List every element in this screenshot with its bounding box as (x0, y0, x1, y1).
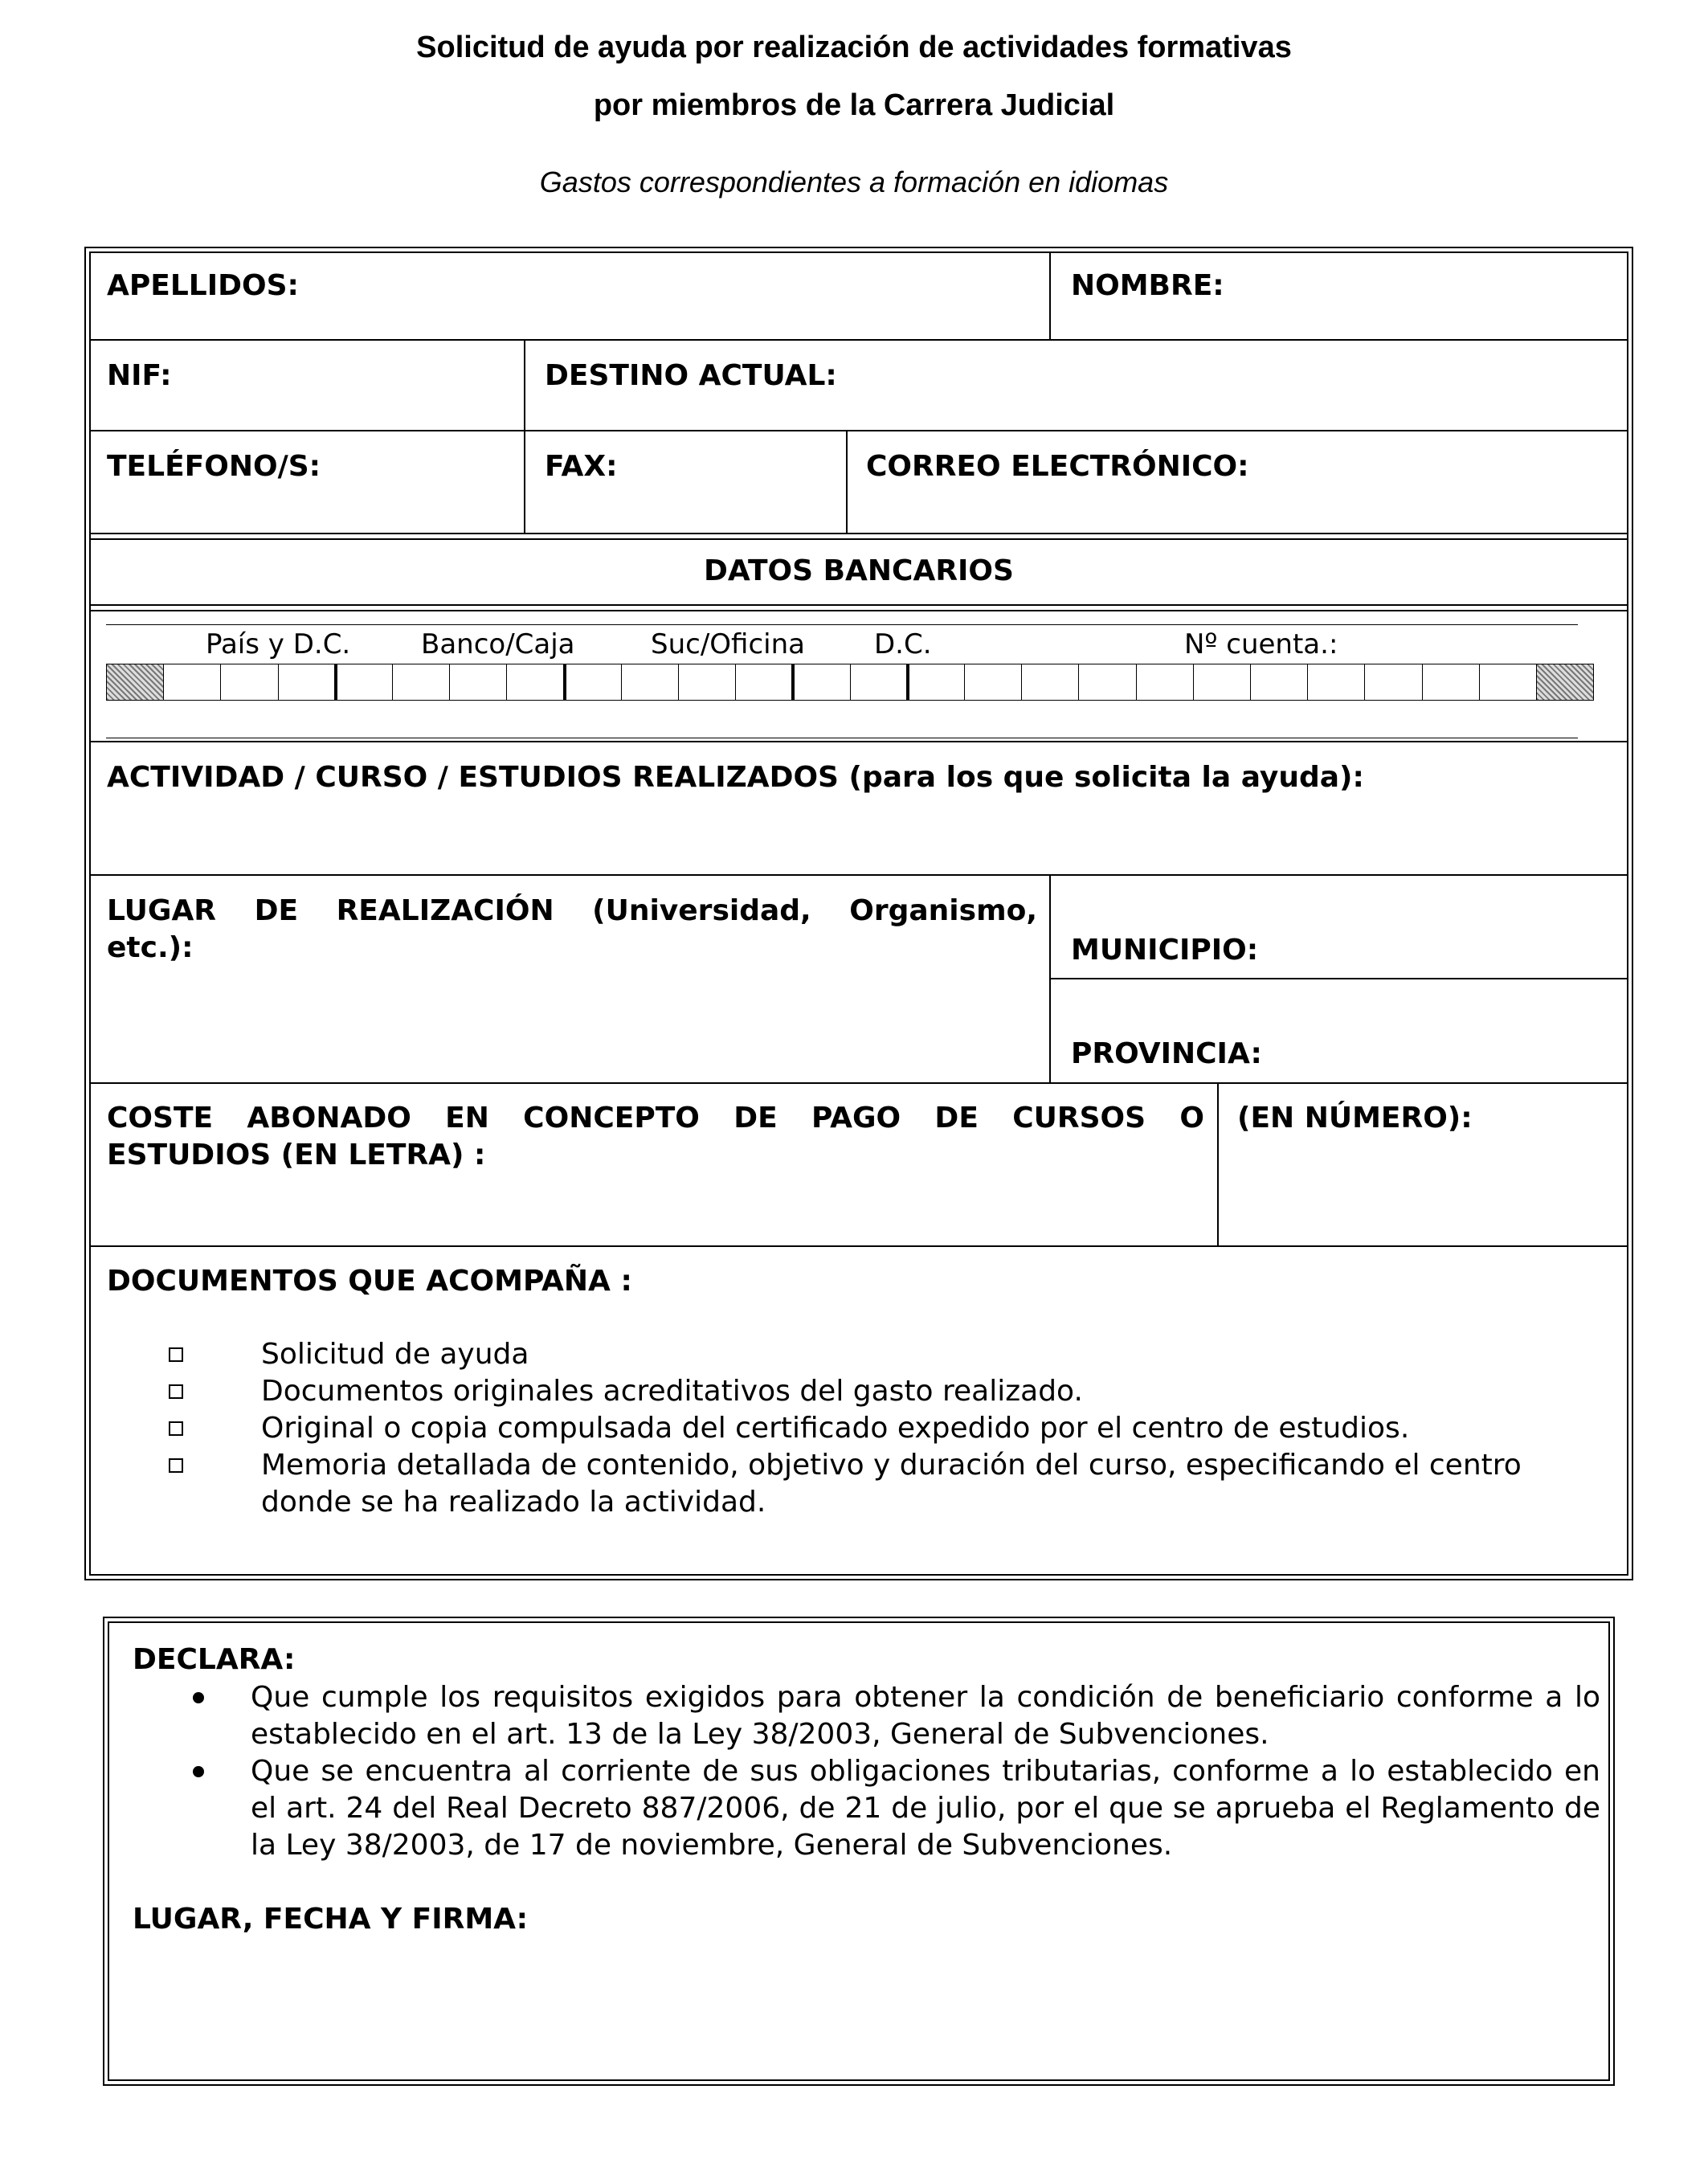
destino-actual-label: DESTINO ACTUAL: (545, 359, 837, 392)
bank-digit-box[interactable] (621, 664, 679, 701)
checkbox-certificado[interactable] (169, 1421, 183, 1436)
bank-digit-box[interactable] (792, 664, 850, 701)
bank-digit-box[interactable] (449, 664, 507, 701)
bank-digit-box[interactable] (1250, 664, 1308, 701)
row-divider (89, 339, 1628, 341)
bank-group-divider (563, 664, 566, 701)
municipio-label: MUNICIPIO: (1071, 934, 1259, 967)
bank-digit-box[interactable] (678, 664, 736, 701)
declara-title: DECLARA: (133, 1643, 296, 1676)
banco-caja-label: Banco/Caja (421, 628, 575, 660)
bank-digit-box[interactable] (1364, 664, 1422, 701)
column-divider (1049, 874, 1051, 1082)
bank-group-divider (906, 664, 909, 701)
row-divider (89, 1082, 1628, 1084)
bank-digit-box[interactable] (564, 664, 622, 701)
documento-item: Documentos originales acreditativos del gasto realizado. (261, 1375, 1083, 1408)
documento-item: Memoria detallada de contenido, objetivo y duración del curso, especificando el centro (261, 1449, 1522, 1482)
bank-digit-box[interactable] (1536, 664, 1594, 701)
row-divider (89, 1245, 1628, 1247)
column-divider (1217, 1082, 1219, 1245)
checkbox-solicitud[interactable] (169, 1347, 183, 1362)
provincia-label: PROVINCIA: (1071, 1037, 1262, 1070)
checkbox-originales[interactable] (169, 1384, 183, 1399)
dc-label: D.C. (874, 628, 932, 660)
row-divider (89, 610, 1628, 611)
documento-item: Solicitud de ayuda (261, 1338, 529, 1371)
form-subtitle: Gastos correspondientes a formación en idiomas (539, 166, 1169, 198)
bank-digit-box[interactable] (506, 664, 564, 701)
telefono-label: TELÉFONO/S: (107, 450, 321, 483)
form-title-line-2: por miembros de la Carrera Judicial (593, 88, 1115, 122)
correo-electronico-label: CORREO ELECTRÓNICO: (866, 450, 1249, 483)
documento-item: Original o copia compulsada del certificado expedido por el centro de estudios. (261, 1412, 1410, 1445)
lugar-realizacion-label: LUGAR DE REALIZACIÓN (Universidad, Organismo, (107, 894, 1037, 927)
nif-label: NIF: (107, 359, 172, 392)
row-divider (89, 741, 1628, 742)
bank-digit-box[interactable] (335, 664, 393, 701)
bank-digit-box[interactable] (850, 664, 908, 701)
numero-cuenta-label: Nº cuenta.: (1184, 628, 1338, 660)
checkbox-memoria[interactable] (169, 1458, 183, 1473)
row-divider (89, 604, 1628, 606)
form-title-line-1: Solicitud de ayuda por realización de actividades formativas (416, 31, 1292, 64)
row-divider (89, 538, 1628, 540)
column-divider (524, 339, 525, 533)
bank-digit-box[interactable] (1479, 664, 1537, 701)
bank-digit-box[interactable] (1078, 664, 1136, 701)
bullet (193, 1692, 204, 1703)
bank-header-line (106, 624, 1578, 625)
row-divider (89, 430, 1628, 431)
coste-en-numero-label: (EN NÚMERO): (1237, 1102, 1473, 1135)
row-divider (89, 874, 1628, 876)
column-divider (846, 430, 848, 533)
bank-group-divider (334, 664, 337, 701)
declaration-item: Que se encuentra al corriente de sus obligaciones tributarias, conforme a lo establecido en el art. 24 del Real Decreto 887/2006, de 21 de julio, por el que se aprueba el Reglamento de la Ley 38/2003, de 17 de noviembre, General de Subvenciones. (251, 1755, 1600, 1862)
apellidos-label: APELLIDOS: (107, 269, 299, 302)
row-divider (1049, 978, 1628, 979)
bank-digit-box[interactable] (907, 664, 965, 701)
bank-digit-box[interactable] (1422, 664, 1480, 701)
row-divider (89, 533, 1628, 534)
bank-digit-box[interactable] (163, 664, 221, 701)
coste-abonado-label: COSTE ABONADO EN CONCEPTO DE PAGO DE CURSOS O (107, 1102, 1204, 1135)
bank-digit-box[interactable] (735, 664, 793, 701)
datos-bancarios-title: DATOS BANCARIOS (704, 554, 1014, 587)
nombre-label: NOMBRE: (1071, 269, 1224, 302)
bank-digit-box[interactable] (220, 664, 278, 701)
bank-digit-box[interactable] (278, 664, 336, 701)
bank-digit-box[interactable] (1307, 664, 1365, 701)
documentos-label: DOCUMENTOS QUE ACOMPAÑA : (107, 1265, 632, 1298)
actividad-label: ACTIVIDAD / CURSO / ESTUDIOS REALIZADOS (para los que solicita la ayuda): (107, 761, 1364, 794)
bank-digit-box[interactable] (1021, 664, 1079, 701)
bank-digit-box[interactable] (106, 664, 164, 701)
fax-label: FAX: (545, 450, 618, 483)
coste-abonado-label-cont: ESTUDIOS (EN LETRA) : (107, 1139, 486, 1171)
bank-digit-box[interactable] (392, 664, 450, 701)
documento-item-cont: donde se ha realizado la actividad. (261, 1486, 766, 1519)
bank-digit-box[interactable] (1193, 664, 1251, 701)
lugar-realizacion-label-cont: etc.): (107, 931, 194, 964)
bank-digit-box[interactable] (964, 664, 1022, 701)
bullet (193, 1766, 204, 1777)
declaration-item: Que cumple los requisitos exigidos para obtener la condición de beneficiario conforme a lo establecido en el art. 13 de la Ley 38/2003, General de Subvenciones. (251, 1681, 1600, 1751)
bank-digit-box[interactable] (1136, 664, 1194, 701)
column-divider (1049, 251, 1051, 339)
bank-group-divider (791, 664, 795, 701)
pais-dc-label: País y D.C. (206, 628, 351, 660)
lugar-fecha-firma-label: LUGAR, FECHA Y FIRMA: (133, 1903, 529, 1936)
sucursal-oficina-label: Suc/Oficina (651, 628, 805, 660)
